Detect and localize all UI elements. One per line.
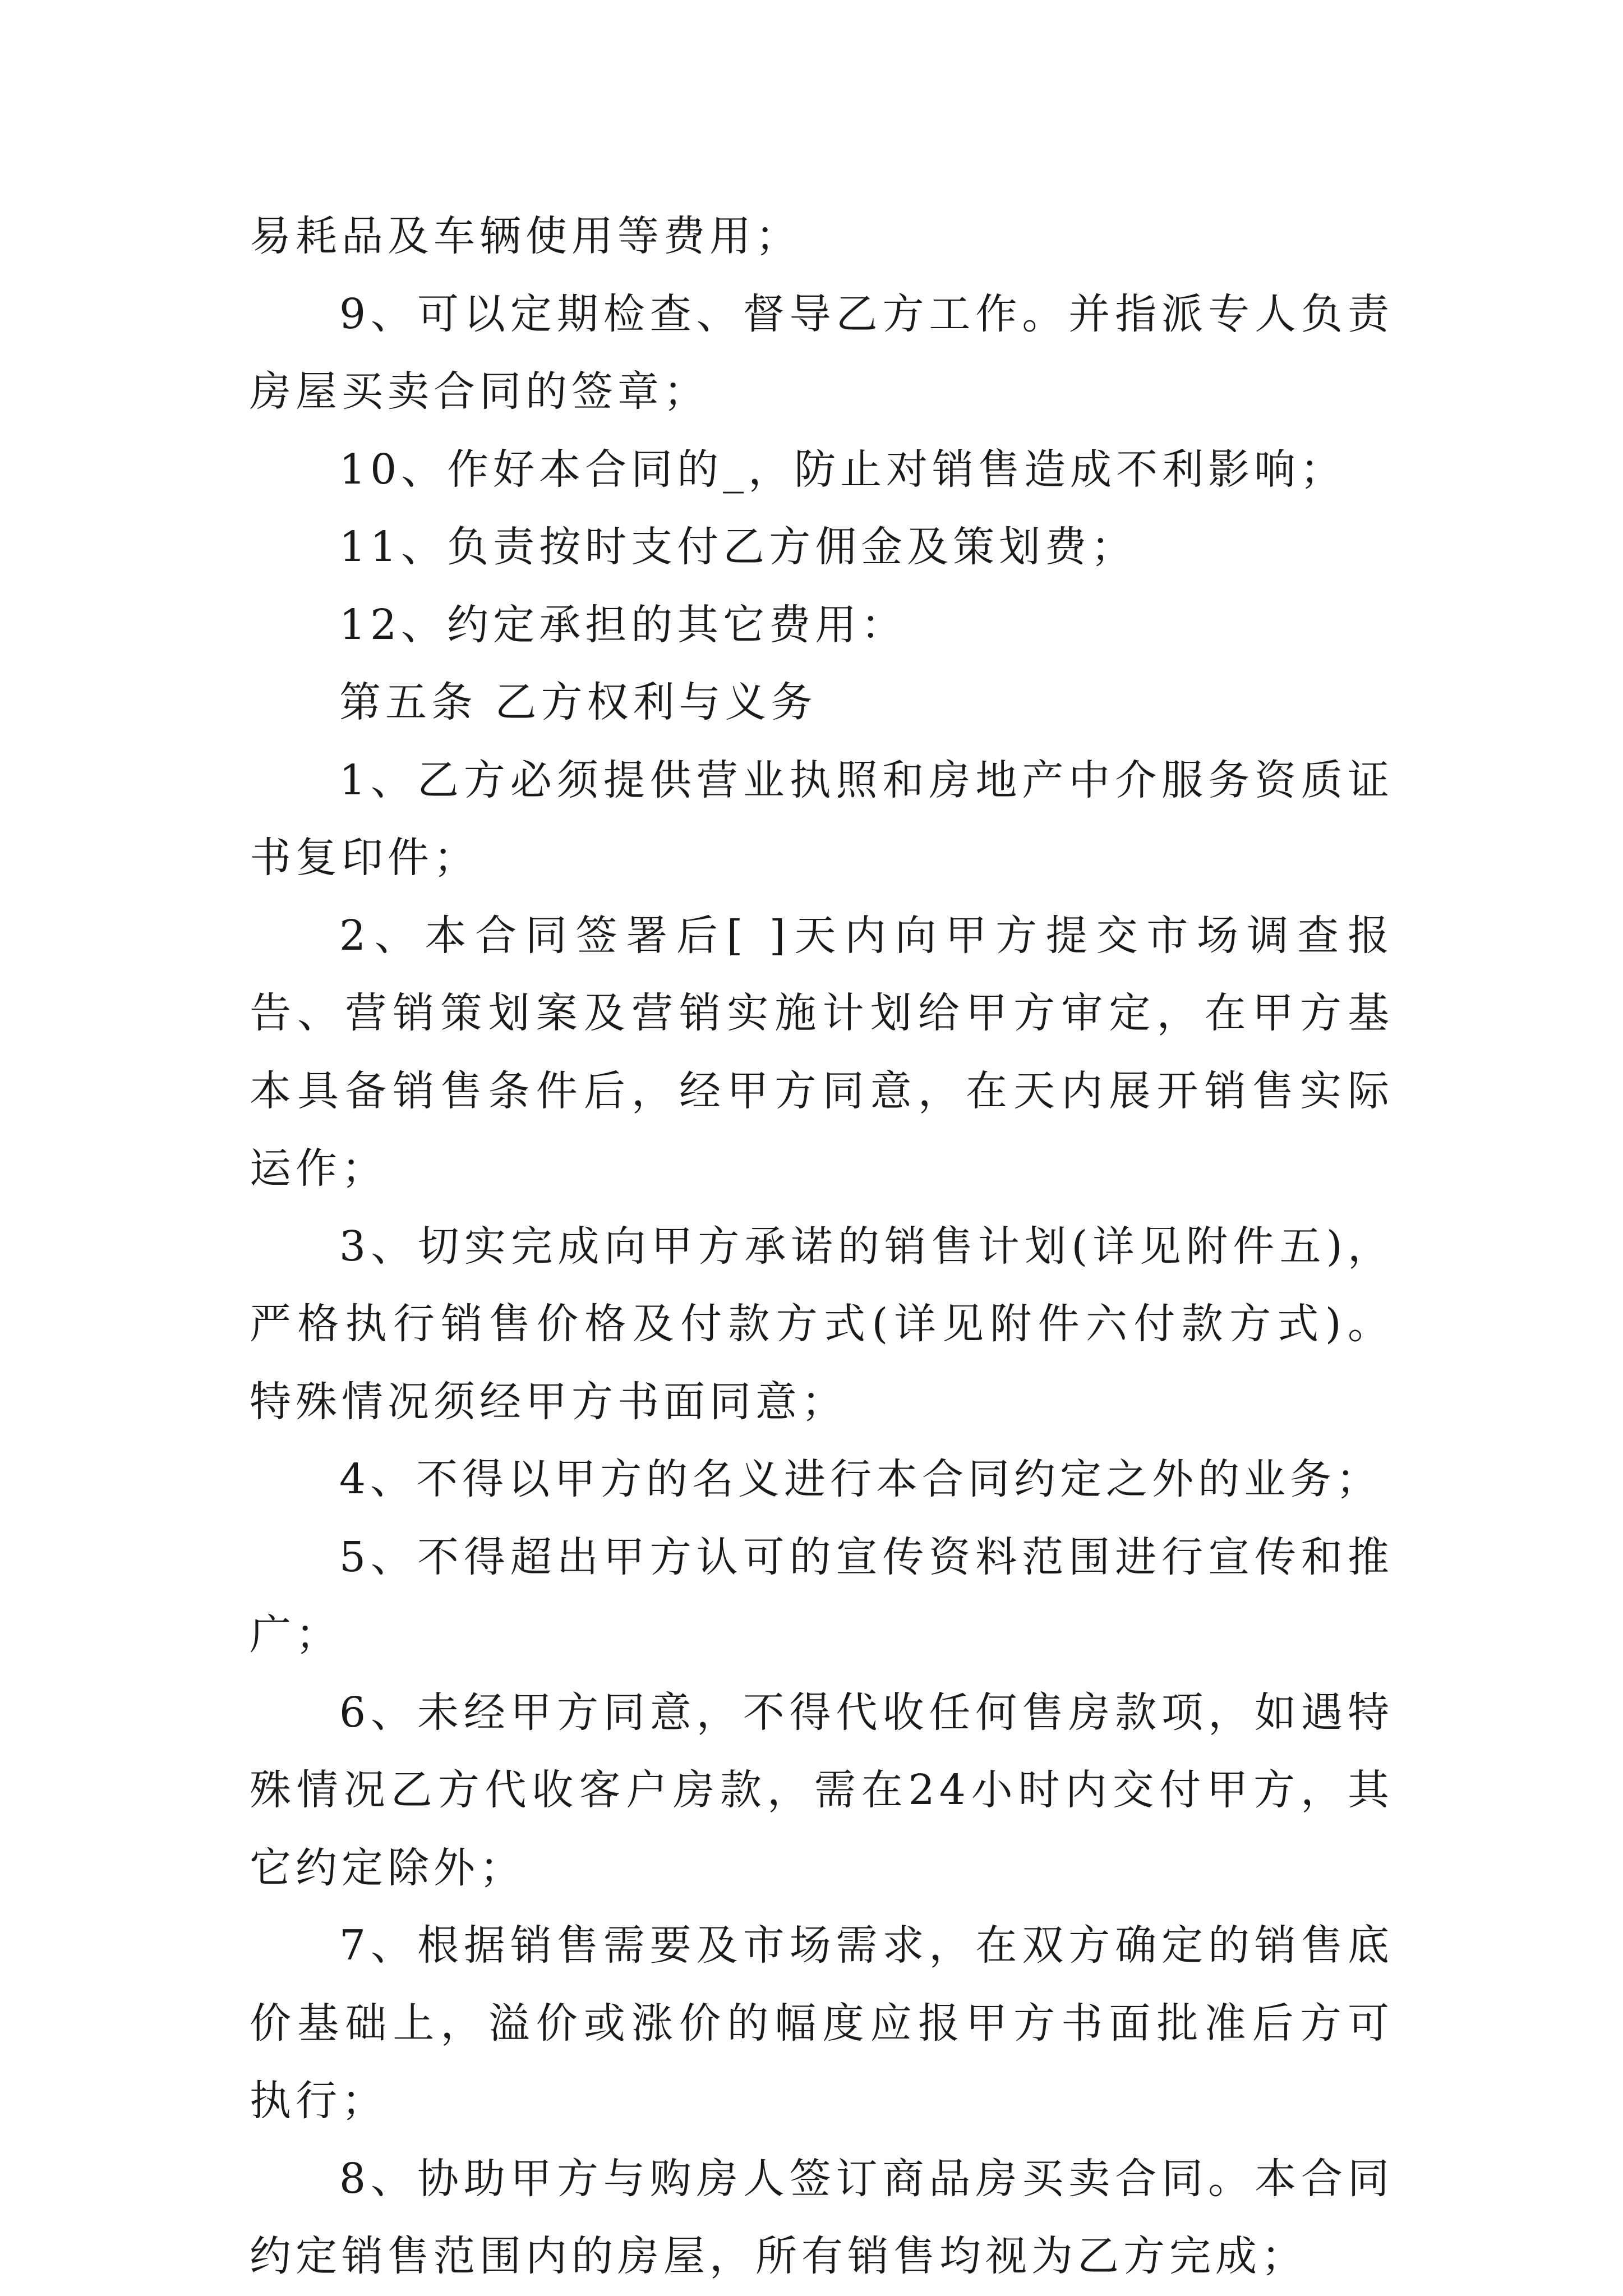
paragraph-item-11: 11、负责按时支付乙方佣金及策划费； (339, 523, 1137, 571)
paragraph-item-9: 9、可以定期检查、督导乙方工作。并指派专人负责房屋买卖合同的签章； (250, 289, 1394, 416)
paragraph-item-10: 10、作好本合同的_，防止对销售造成不利影响； (339, 445, 1347, 494)
paragraph-item-4: 4、不得以甲方的名义进行本合同约定之外的业务； (339, 1455, 1382, 1503)
document-body (250, 197, 1394, 2295)
paragraph-item-2: 2、本合同签署后[ ]天内向甲方提交市场调查报告、营销策划案及营销实施计划给甲方审定，在甲方基本具备销售条件后，经甲方同意，在天内展开销售实际运作； (250, 911, 1394, 1193)
paragraph-item-12: 12、约定承担的其它费用： (339, 600, 907, 649)
paragraph-continuation: 易耗品及车辆使用等费用； (250, 212, 801, 260)
paragraph-item-6: 6、未经甲方同意，不得代收任何售房款项，如遇特殊情况乙方代收客户房款，需在24小时内交付甲方，其它约定除外； (250, 1688, 1394, 1892)
paragraph-item-1: 1、乙方必须提供营业执照和房地产中介服务资质证书复印件； (250, 756, 1394, 882)
paragraph-item-8: 8、协助甲方与购房人签订商品房买卖合同。本合同约定销售范围内的房屋，所有销售均视为乙方完成； (250, 2154, 1394, 2280)
section-heading-article-5: 第五条 乙方权利与义务 (339, 678, 817, 726)
paragraph-item-3: 3、切实完成向甲方承诺的销售计划(详见附件五)，严格执行销售价格及付款方式(详见附件六付款方式)。特殊情况须经甲方书面同意； (250, 1222, 1394, 1426)
paragraph-item-7: 7、根据销售需要及市场需求，在双方确定的销售底价基础上，溢价或涨价的幅度应报甲方书面批准后方可执行； (250, 1921, 1394, 2125)
paragraph-item-5: 5、不得超出甲方认可的宣传资料范围进行宣传和推广； (250, 1533, 1394, 1659)
